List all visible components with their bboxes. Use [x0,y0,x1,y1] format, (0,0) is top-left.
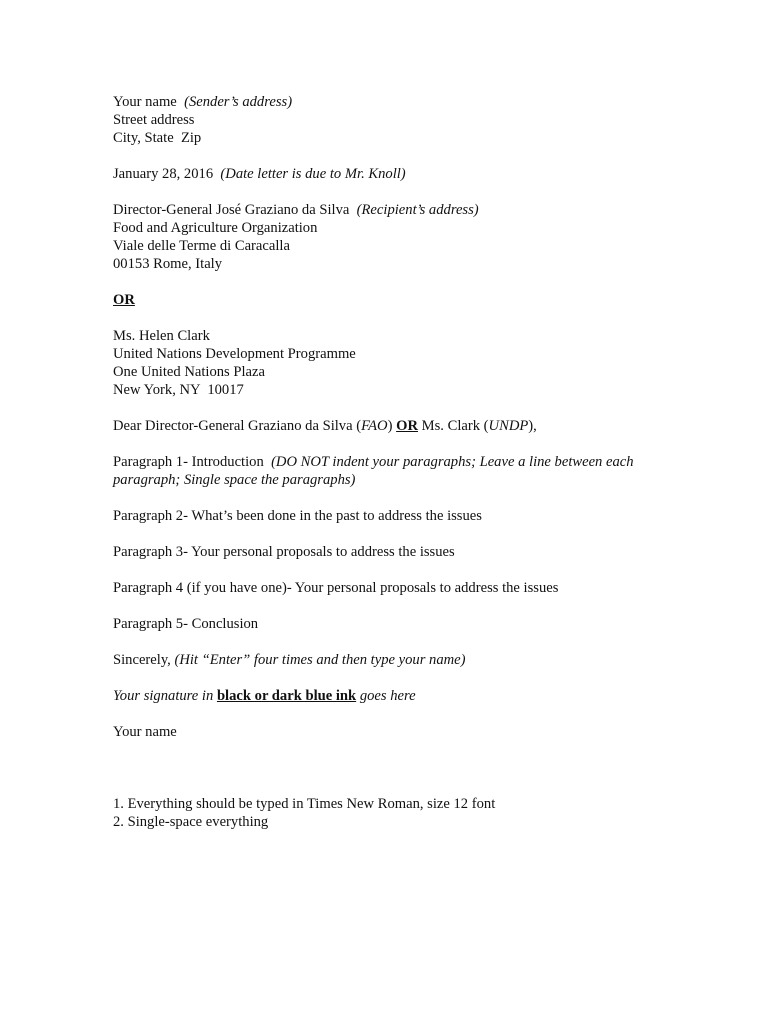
paragraph-1-label: Paragraph 1- Introduction [113,454,264,470]
spacer [113,525,673,543]
date-line [113,165,673,183]
salutation-abbr-undp: UNDP [488,418,529,434]
spacer [113,147,673,165]
paragraph-3: Paragraph 3- Your personal proposals to address the issues [113,544,455,560]
salutation [113,417,673,435]
spacer [113,399,673,417]
signature-line [113,687,673,705]
recipient-note: (Recipient’s address) [356,202,479,218]
salutation-abbr-fao: FAO [361,418,388,434]
spacer [113,309,673,327]
sender-name: Your name [113,94,177,110]
or-label: OR [113,292,135,308]
recipient1-city: 00153 Rome, Italy [113,256,223,272]
date-value: January 28, 2016 [113,166,214,182]
signature-prefix: Your signature in [113,688,217,704]
salutation-part2: ) [387,418,397,434]
closing-line [113,651,673,669]
recipient1-org: Food and Agriculture Organization [113,220,318,236]
salutation-part4: ), [528,418,537,434]
recipient2-city: New York, NY 10017 [113,382,244,398]
signed-name: Your name [113,724,177,740]
spacer [113,435,673,453]
date-note: (Date letter is due to Mr. Knoll) [220,166,406,182]
spacer [113,633,673,651]
paragraph-4: Paragraph 4 (if you have one)- Your personal proposals to address the issues [113,580,559,596]
recipient1-name-line [113,201,673,219]
spacer [113,489,673,507]
spacer [113,597,673,615]
instruction-item: 1. Everything should be typed in Times New Roman, size 12 font [113,796,496,812]
spacer [113,273,673,291]
salutation-or: OR [396,418,418,434]
spacer [113,669,673,687]
salutation-part1: Dear Director-General Graziano da Silva ( [113,418,362,434]
salutation-part3: Ms. Clark ( [418,418,489,434]
paragraph-5: Paragraph 5- Conclusion [113,616,259,632]
spacer [113,183,673,201]
instruction-item: 2. Single-space everything [113,814,269,830]
spacer [113,705,673,723]
sender-note: (Sender’s address) [184,94,293,110]
spacer [113,561,673,579]
signature-suffix: goes here [356,688,416,704]
spacer [113,741,673,795]
paragraph-2: Paragraph 2- What’s been done in the past to address the issues [113,508,482,524]
letter-body [113,93,673,831]
sender-city: City, State Zip [113,130,202,146]
signature-ink-emphasis: black or dark blue ink [216,688,357,704]
or-divider [113,291,673,309]
recipient1-name: Director-General José Graziano da Silva [113,202,350,218]
recipient2-name: Ms. Helen Clark [113,328,210,344]
paragraph-1-note: (DO NOT indent your paragraphs; Leave a line between each paragraph; Single space the paragraphs) [113,454,634,488]
sender-name-line [113,93,673,111]
paragraph-1 [113,453,658,489]
closing-note: (Hit “Enter” four times and then type your name) [174,652,466,668]
sender-street: Street address [113,112,195,128]
recipient2-org: United Nations Development Programme [113,346,356,362]
closing-word: Sincerely, [113,652,171,668]
recipient2-street: One United Nations Plaza [113,364,265,380]
recipient1-street: Viale delle Terme di Caracalla [113,238,290,254]
